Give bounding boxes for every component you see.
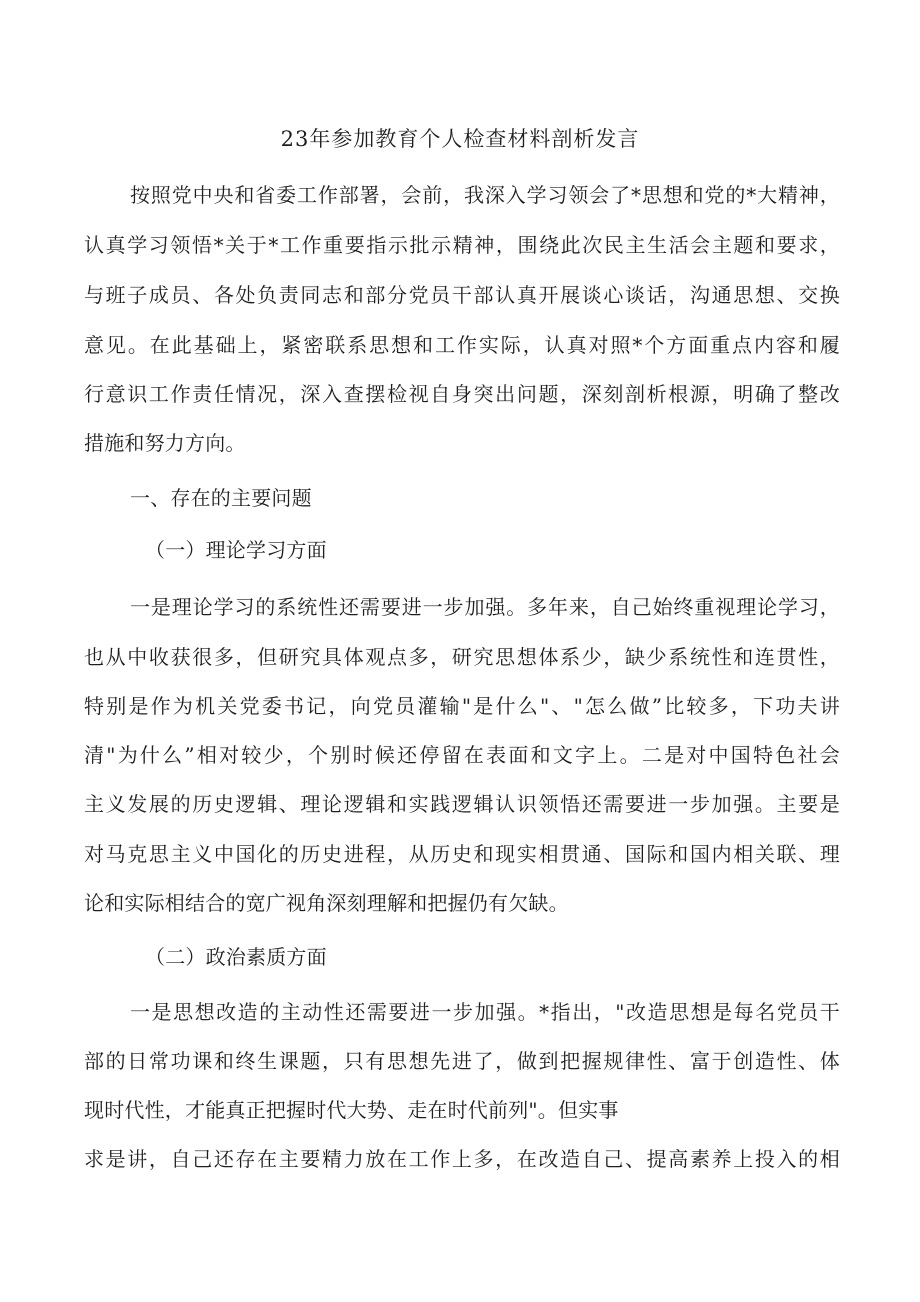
paragraph-line: 主义发展的历史逻辑、理论逻辑和实践逻辑认识领悟还需要进一步加强。主要是 xyxy=(84,792,840,816)
paragraph-line: 清"为什么”相对较少，个别时候还停留在表面和文字上。二是对中国特色社会 xyxy=(84,743,840,767)
paragraph-line: 求是讲，自己还存在主要精力放在工作上多，在改造自己、提高素养上投入的相 xyxy=(84,1147,840,1171)
paragraph-line: 行意识工作责任情况，深入查摆检视自身突出问题，深刻剖析根源，明确了整改 xyxy=(84,382,840,406)
paragraph-line: 特别是作为机关党委书记，向党员灌输"是什么"、"怎么做”比较多，下功夫讲 xyxy=(84,694,840,718)
subsection-heading: （一）理论学习方面 xyxy=(145,538,327,562)
paragraph-line: 一是理论学习的系统性还需要进一步加强。多年来，自己始终重视理论学习， xyxy=(130,595,840,619)
paragraph-line: 现时代性，才能真正把握时代大势、走在时代前列"。但实事 xyxy=(84,1098,619,1122)
document-title: 23年参加教育个人检查材料剖析发言 xyxy=(280,127,640,151)
paragraph-line: 意见。在此基础上，紧密联系思想和工作实际，认真对照*个方面重点内容和履 xyxy=(84,333,840,357)
paragraph-line: 一是思想改造的主动性还需要进一步加强。*指出，"改造思想是每名党员干 xyxy=(130,1000,840,1024)
paragraph-line: 与班子成员、各处负责同志和部分党员干部认真开展谈心谈话，沟通思想、交换 xyxy=(84,283,840,307)
paragraph-line: 也从中收获很多，但研究具体观点多，研究思想体系少，缺少系统性和连贯性， xyxy=(84,645,840,669)
section-heading: 一、存在的主要问题 xyxy=(130,486,312,510)
paragraph-line: 认真学习领悟*关于*工作重要指示批示精神，围绕此次民主生活会主题和要求， xyxy=(84,233,840,257)
paragraph-line: 措施和努力方向。 xyxy=(84,431,246,455)
subsection-heading: （二）政治素质方面 xyxy=(145,945,327,969)
paragraph-line: 论和实际相结合的宽广视角深刻理解和把握仍有欠缺。 xyxy=(84,891,569,915)
paragraph-line: 部的日常功课和终生课题，只有思想先进了，做到把握规律性、富于创造性、体 xyxy=(84,1049,840,1073)
paragraph-line: 按照党中央和省委工作部署，会前，我深入学习领会了*思想和党的*大精神， xyxy=(130,183,840,207)
paragraph-line: 对马克思主义中国化的历史进程，从历史和现实相贯通、国际和国内相关联、理 xyxy=(84,842,840,866)
